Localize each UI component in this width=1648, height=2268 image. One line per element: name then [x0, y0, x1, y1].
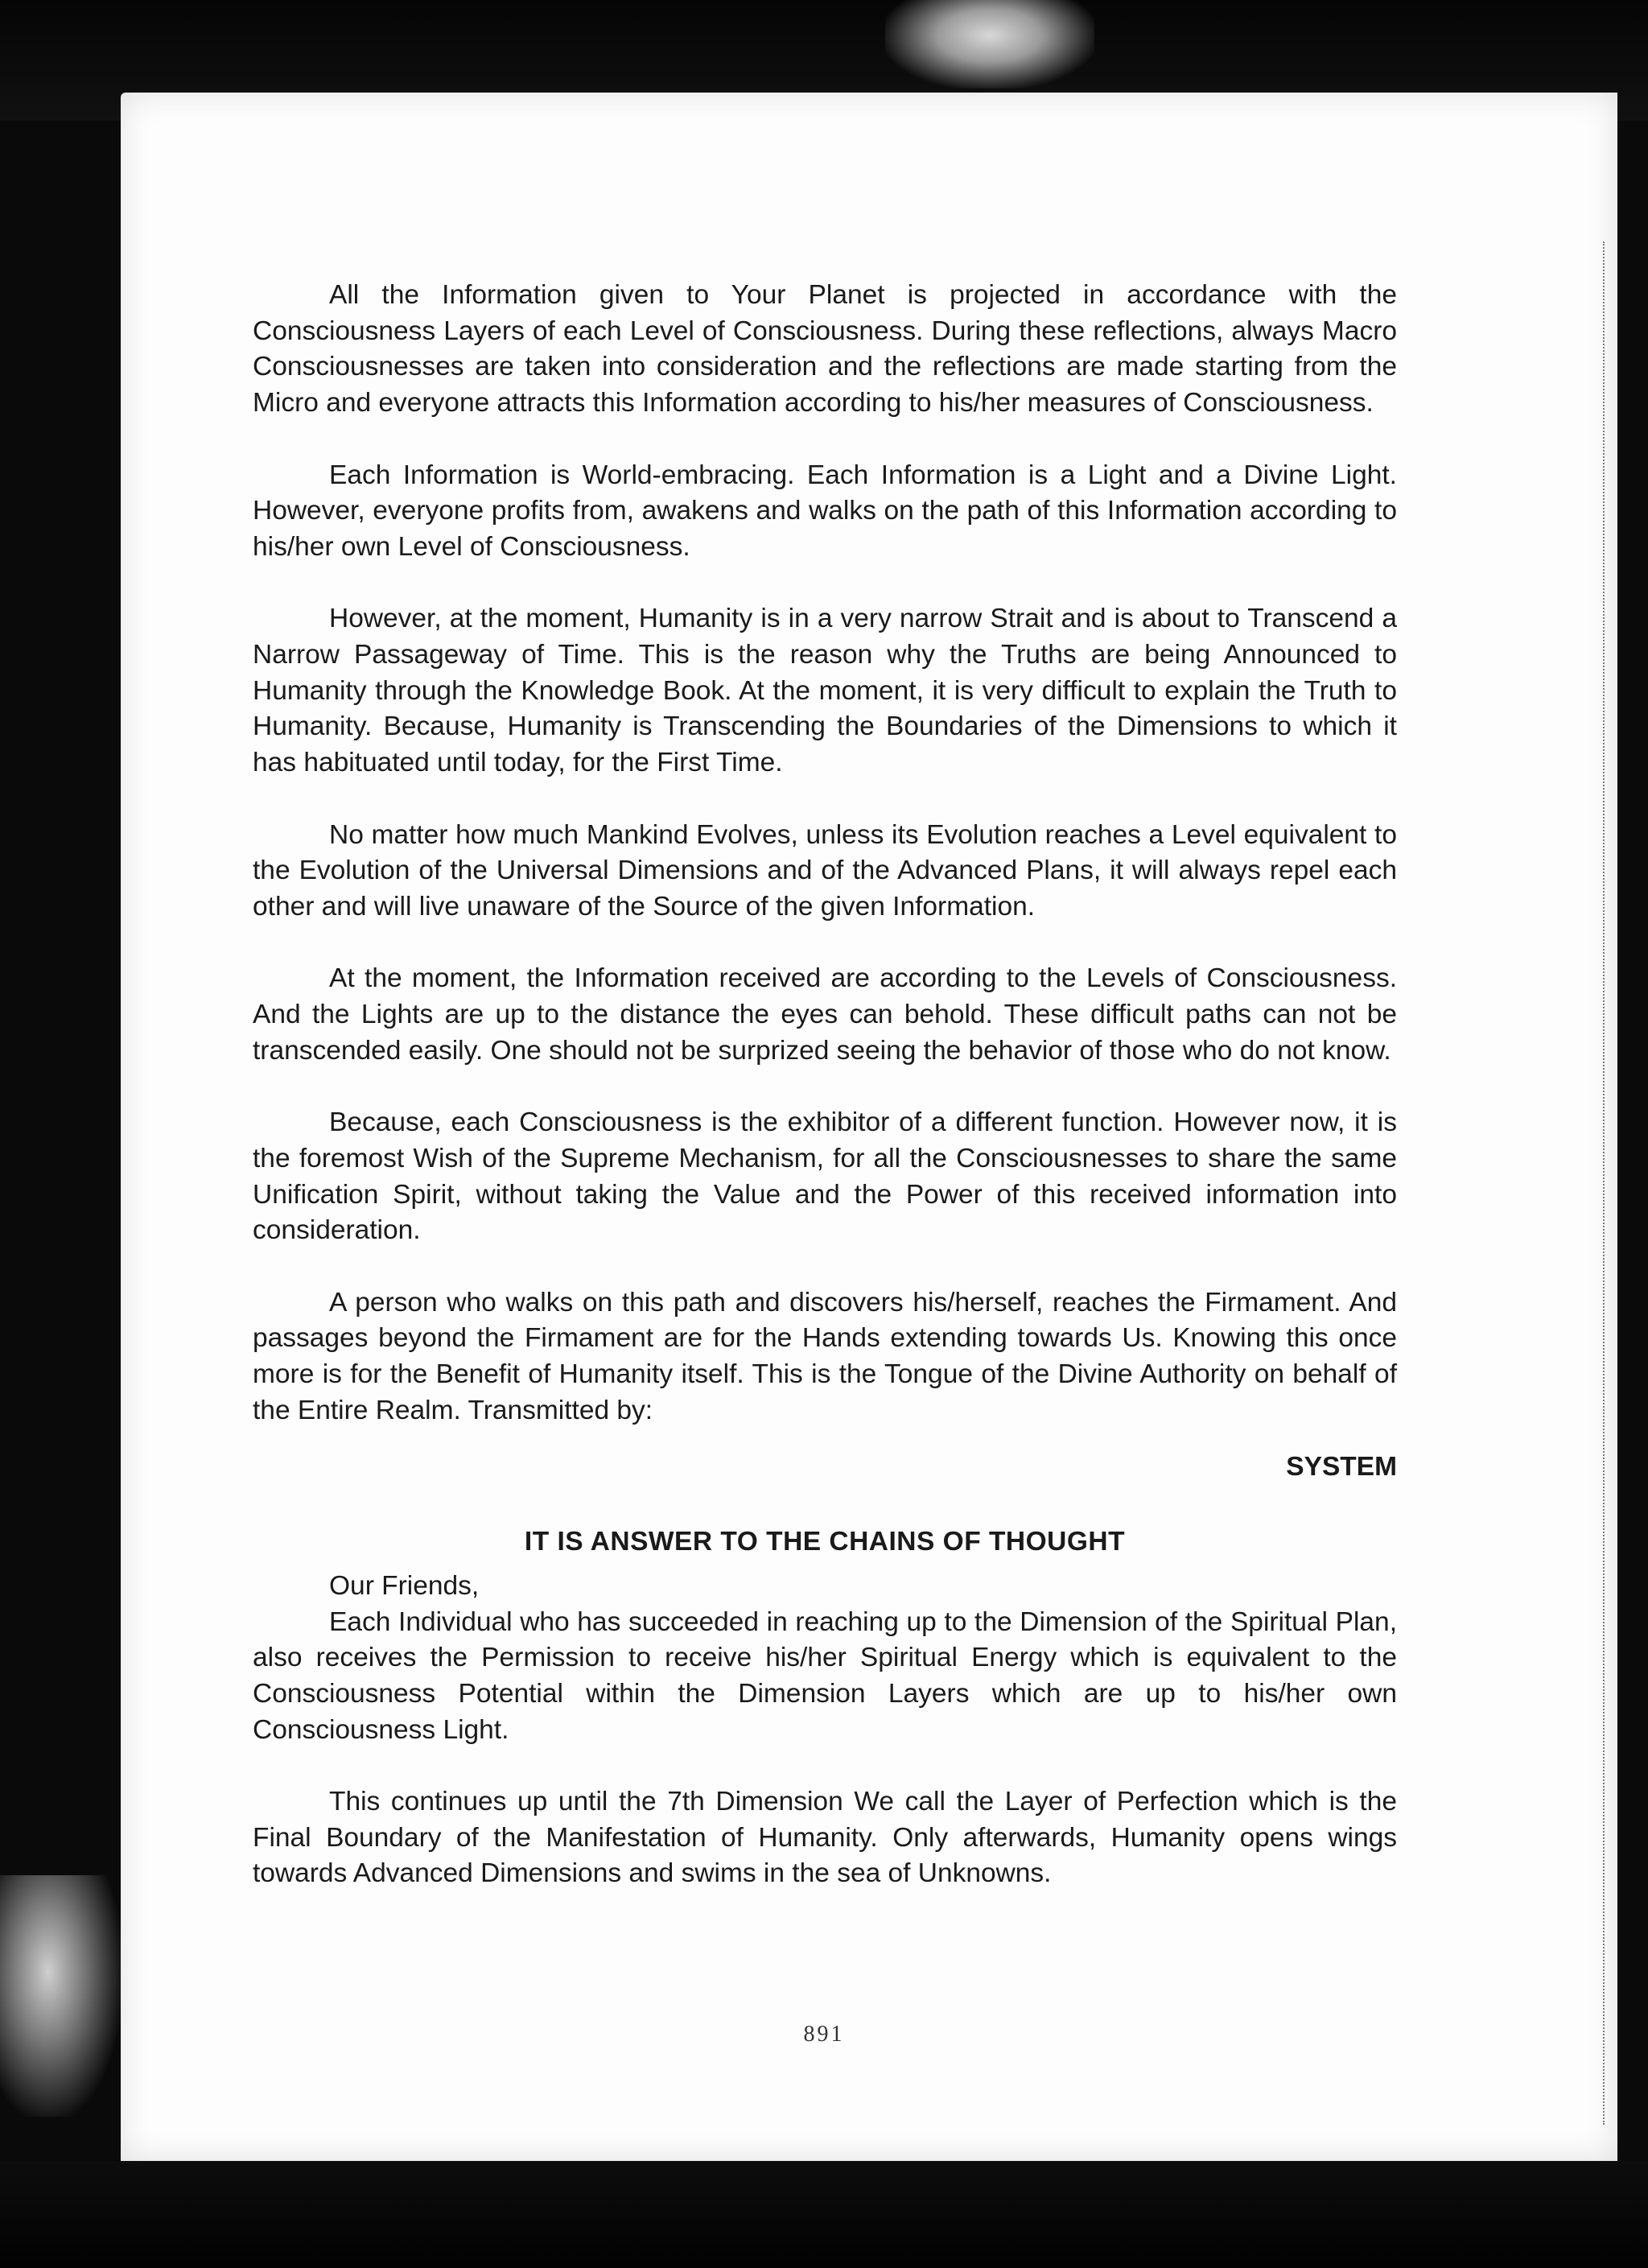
- paragraph: Each Individual who has succeeded in reaching up to the Dimension of the Spiritual Plan, also receives the Permission to receive his/her Spiritual Energy which is equivalent to the Consciousness Potential within the Dimension Layers which are up to his/her own Consciousness Light.: [253, 1606, 1397, 1745]
- signature: SYSTEM: [1286, 1452, 1397, 1482]
- scan-bottom-shadow: [0, 2161, 1648, 2268]
- paragraph: All the Information given to Your Planet is projected in accordance with the Consciousness Layers of each Level of Consciousness. During these reflections, always Macro Consciousnesses are taken into consideration and the reflections are made starting from the Micro and everyone attracts this Information according to his/her measures of Consciousness.: [253, 280, 1397, 419]
- scan-glare-left: [0, 1875, 121, 2117]
- paragraph: However, at the moment, Humanity is in a very narrow Strait and is about to Transcend a Narrow Passageway of Time. This is the reason why the Truths are being Announced to Humanity through the Knowledge Book. At the moment, it is very difficult to explain the Truth to Humanity. Because, Humanity is Transcending the Boundaries of the Dimensions to which it has habituated until today, for the First Time.: [253, 604, 1397, 778]
- scan-glare-top: [885, 0, 1094, 89]
- body-text: [253, 278, 1397, 1892]
- salutation: Our Friends,: [329, 1570, 480, 1601]
- paragraph: No matter how much Mankind Evolves, unless its Evolution reaches a Level equivalent to the Evolution of the Universal Dimensions and of the Advanced Plans, it will always repel each other and will live unaware of the Source of the given Information.: [253, 819, 1397, 922]
- paragraph: A person who walks on this path and discovers his/herself, reaches the Firmament. And passages beyond the Firmament are for the Hands extending towards Us. Knowing this once more is for the Benefit of Humanity itself. This is the Tongue of the Divine Authority on behalf of the Entire Realm. Transmitted by:: [253, 1287, 1397, 1425]
- paragraph: This continues up until the 7th Dimension We call the Layer of Perfection which is the Final Boundary of the Manifestation of Humanity. Only afterwards, Humanity opens wings towards Advanced Dimensions and swims in the sea of Unknowns.: [253, 1787, 1397, 1889]
- paragraph: Each Information is World-embracing. Each Information is a Light and a Divine Light. However, everyone profits from, awakens and walks on the path of this Information according to his/her own Level of Consciousness.: [253, 460, 1397, 562]
- page-right-edge: [1603, 241, 1605, 2125]
- section-heading: IT IS ANSWER TO THE CHAINS OF THOUGHT: [524, 1527, 1126, 1557]
- page-number: 891: [803, 2022, 845, 2047]
- paragraph: Because, each Consciousness is the exhibitor of a different function. However now, it is the foremost Wish of the Supreme Mechanism, for all the Consciousnesses to share the same Unification Spirit, without taking the Value and the Power of this received information into consideration.: [253, 1107, 1397, 1246]
- paragraph: At the moment, the Information received are according to the Levels of Consciousness. And the Lights are up to the distance the eyes can behold. These difficult paths can not be transcended easily. One should not be surprized seeing the behavior of those who do not know.: [253, 963, 1397, 1066]
